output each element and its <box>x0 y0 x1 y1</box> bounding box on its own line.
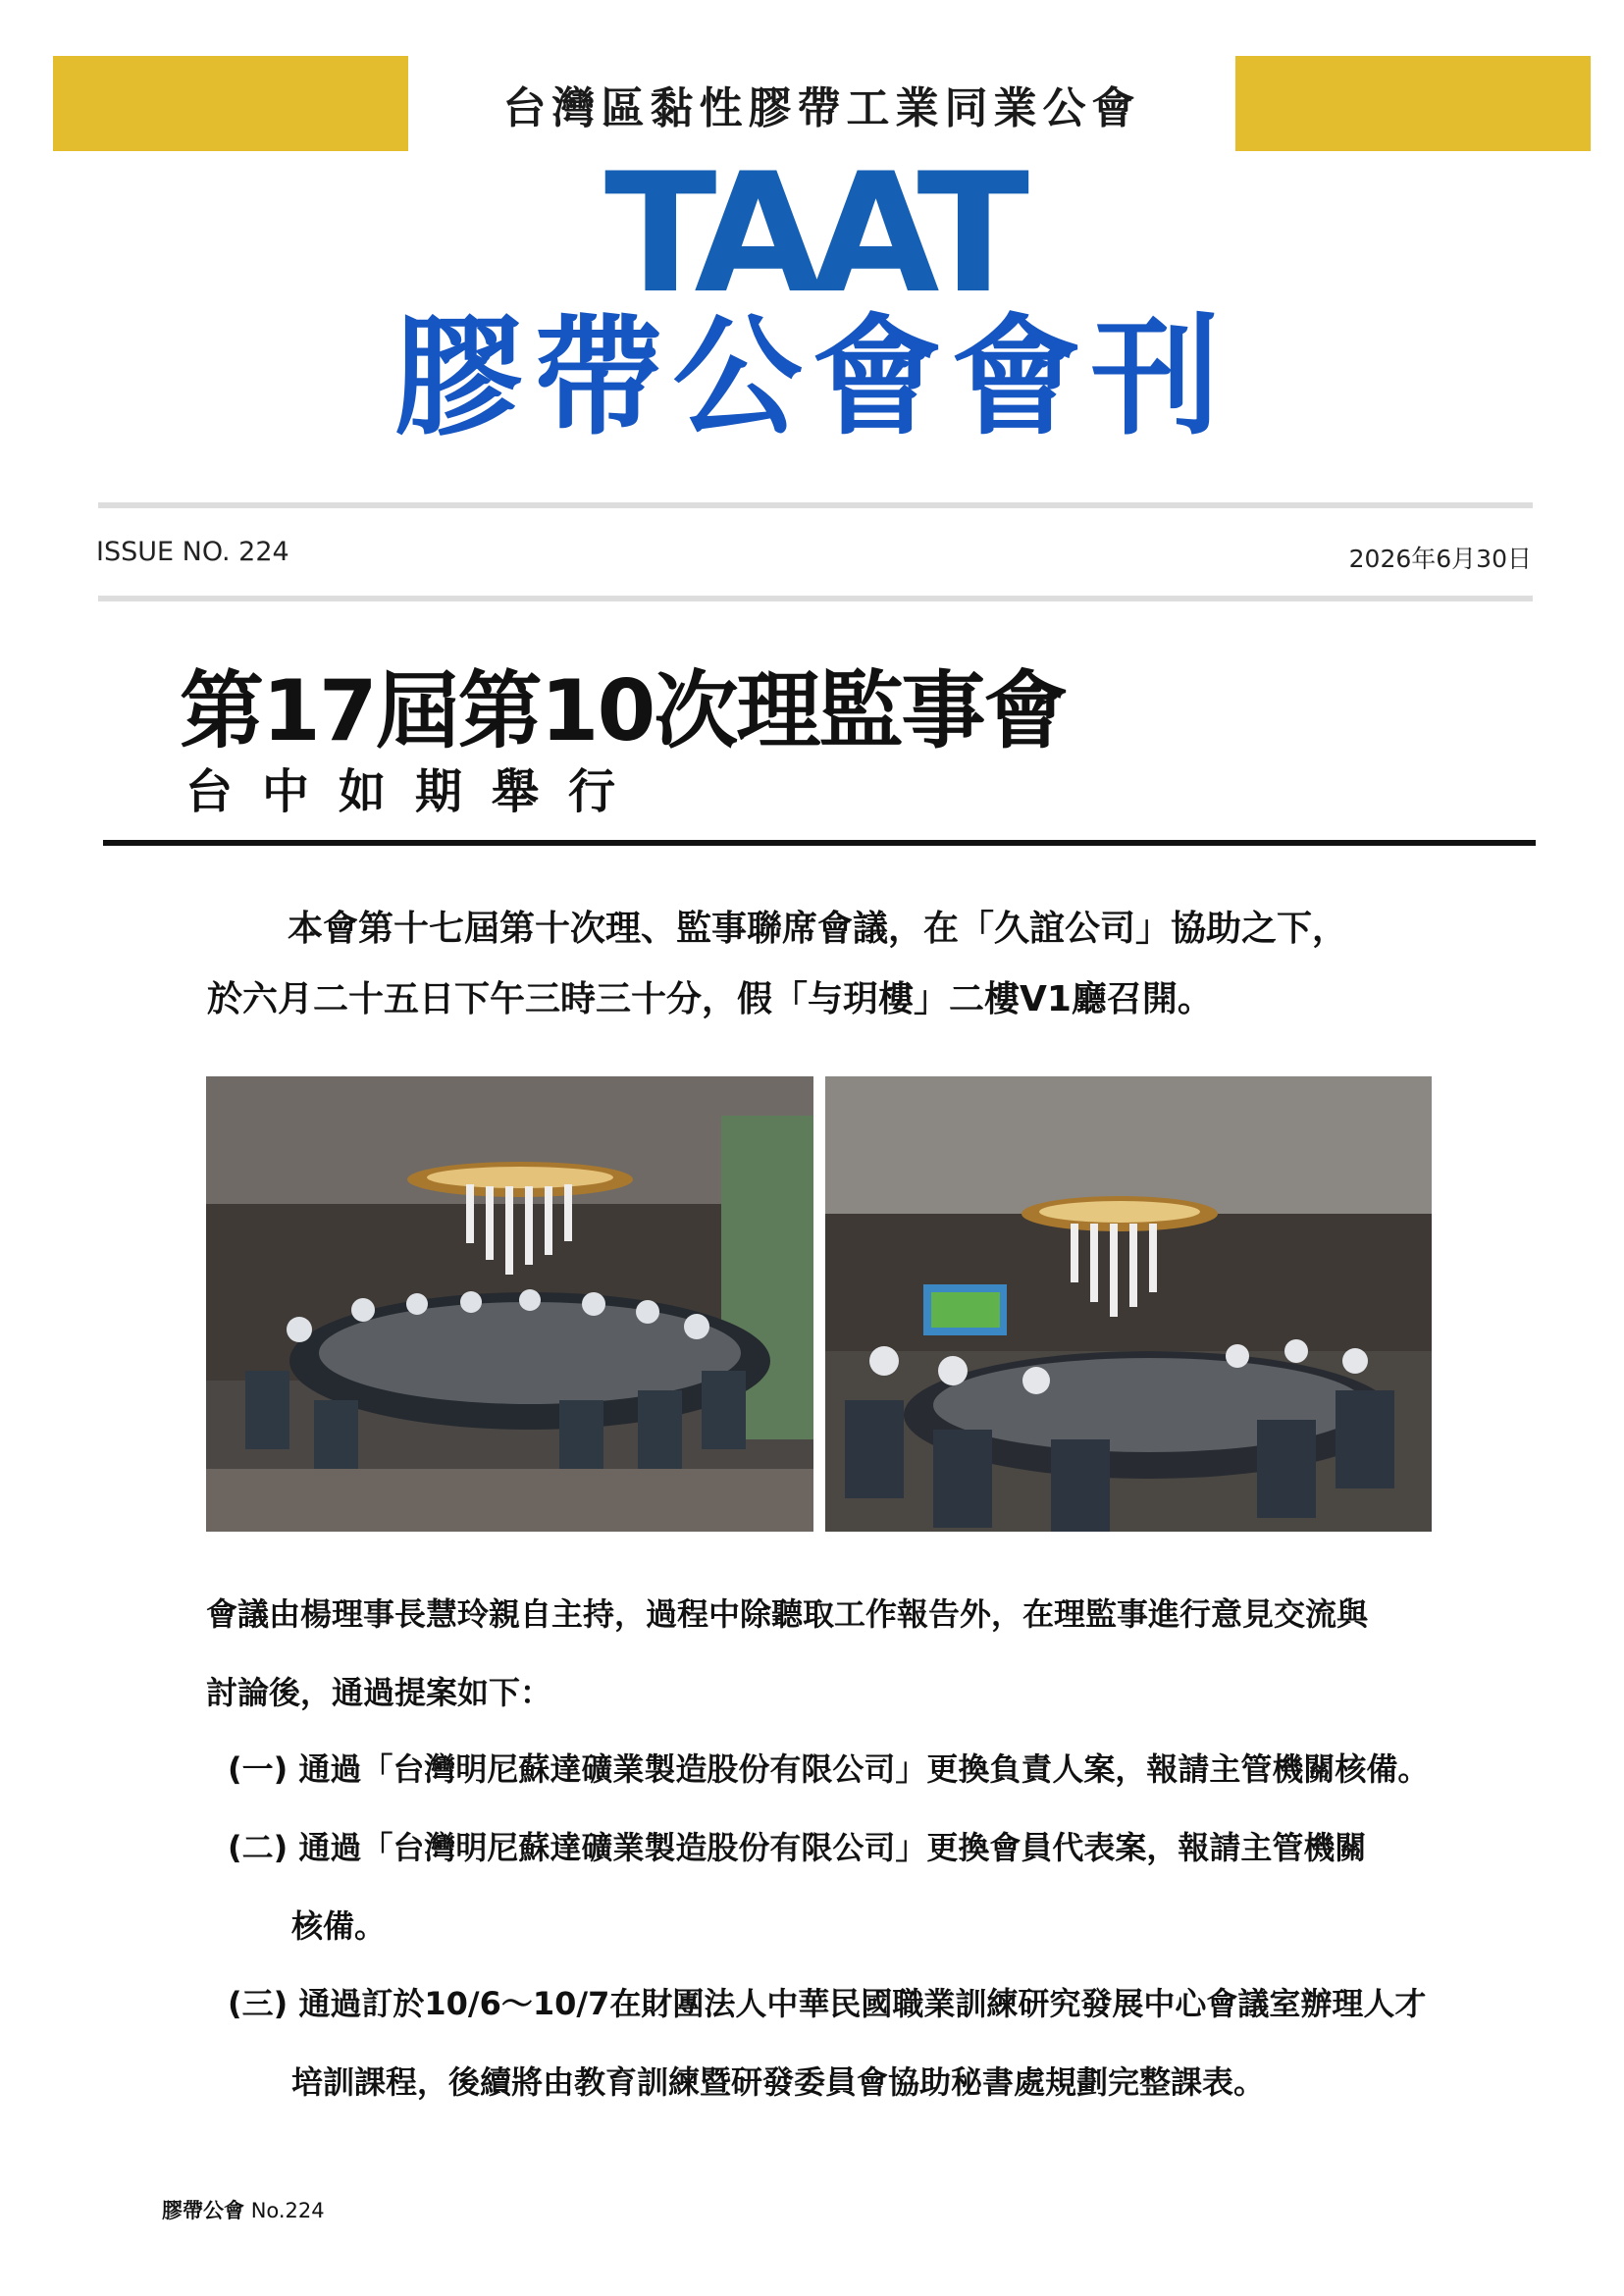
header-gold-bar-left <box>53 56 408 151</box>
organization-name: 台灣區黏性膠帶工業同業公會 <box>502 83 1141 133</box>
resolution-item-3-continued: 培訓課程，後續將由教育訓練暨研發委員會協助秘書處規劃完整課表。 <box>291 2063 1266 2101</box>
resolution-item-2-continued: 核備。 <box>291 1907 387 1945</box>
newsletter-title: 膠帶公會會刊 <box>393 302 1231 453</box>
article-headline: 第17屆第10次理監事會 <box>180 662 1067 760</box>
issue-date: 2026年6月30日 <box>1348 545 1532 573</box>
headline-rule <box>103 840 1536 846</box>
meeting-photo-left <box>206 1076 813 1532</box>
footer-publication: 膠帶公會 <box>162 2199 244 2222</box>
top-divider <box>98 502 1533 508</box>
resolution-item-3: (三) 通過訂於10/6～10/7在財團法人中華民國職業訓練研究發展中心會議室辦理人才 <box>228 1985 1427 2022</box>
meeting-photo-right <box>825 1076 1432 1532</box>
body-line-2: 討論後，通過提案如下： <box>206 1674 552 1711</box>
intro-line-2: 於六月二十五日下午三時三十分，假「与玥樓」二樓V1廳召開。 <box>207 979 1213 1019</box>
issue-divider <box>98 596 1533 601</box>
footer-issue-number: No.224 <box>250 2199 325 2222</box>
body-line-1: 會議由楊理事長慧玲親自主持，過程中除聽取工作報告外，在理監事進行意見交流與 <box>206 1595 1369 1633</box>
page-footer <box>162 2195 325 2224</box>
taat-logo: TAAT <box>603 137 1021 330</box>
intro-line-1: 本會第十七屆第十次理、監事聯席會議，在「久誼公司」協助之下， <box>288 909 1348 949</box>
resolution-item-1: (一) 通過「台灣明尼蘇達礦業製造股份有限公司」更換負責人案，報請主管機關核備。 <box>228 1750 1430 1788</box>
resolution-item-2: (二) 通過「台灣明尼蘇達礦業製造股份有限公司」更換會員代表案，報請主管機關 <box>228 1829 1367 1866</box>
article-subhead: 台中如期舉行 <box>185 764 646 819</box>
issue-number: ISSUE NO. 224 <box>96 537 289 567</box>
header-gold-bar-right <box>1235 56 1591 151</box>
